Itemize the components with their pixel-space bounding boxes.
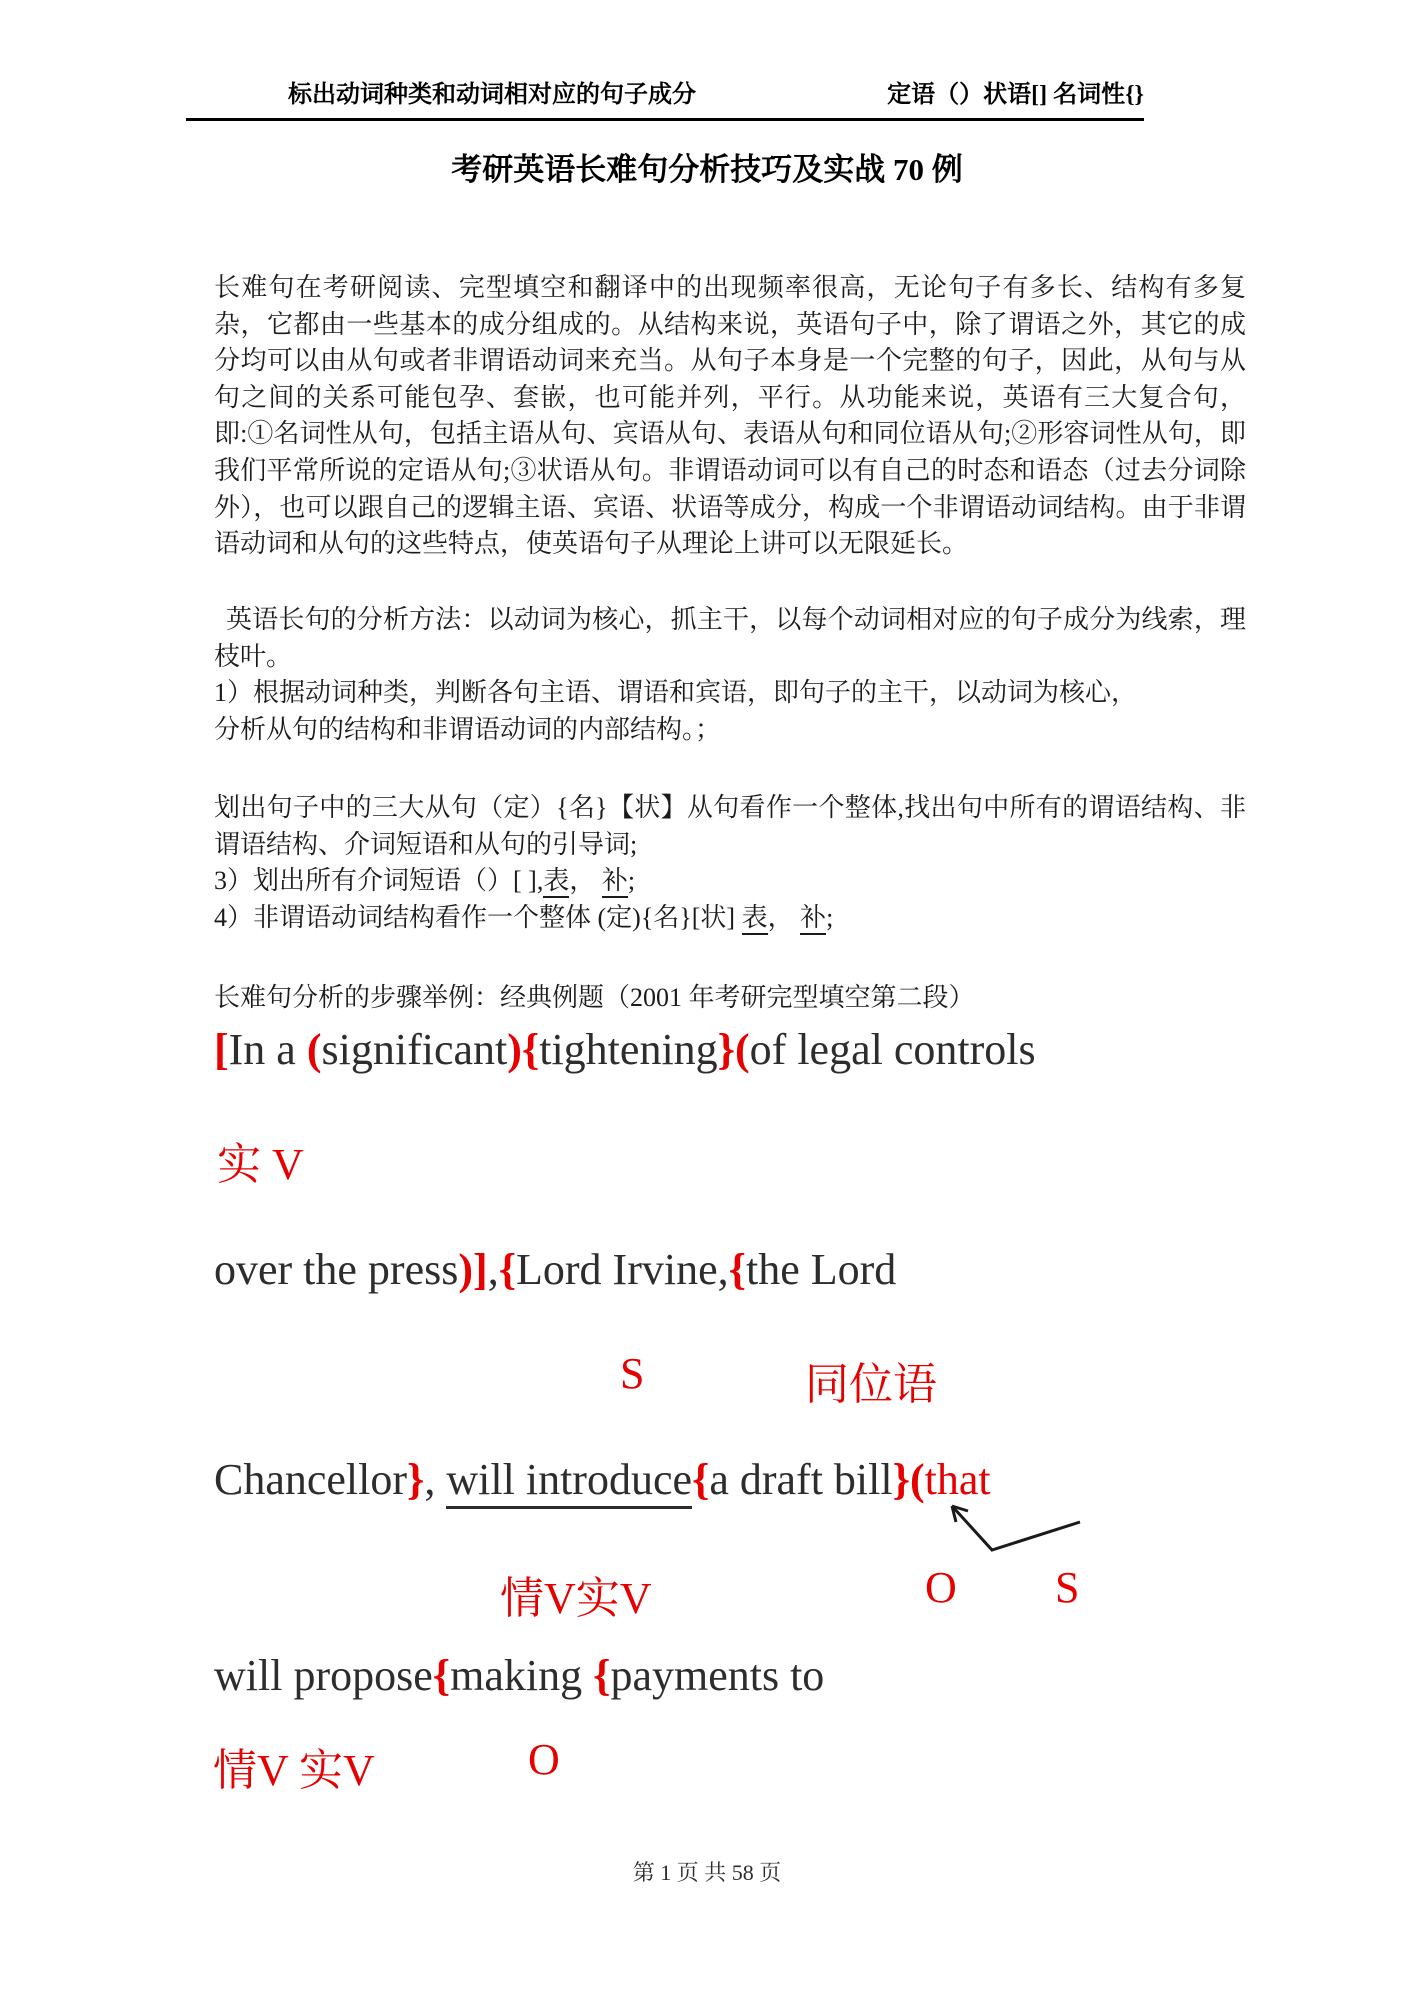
red-that: that [924, 1455, 991, 1504]
document-title: 考研英语长难句分析技巧及实战 70 例 [451, 152, 963, 187]
predicative-underlined: 表 [543, 866, 569, 898]
example-heading: 长难句分析的步骤举例：经典例题（2001 年考研完型填空第二段） [214, 983, 975, 1012]
page-header [186, 74, 1144, 121]
red-paren-brace: ){ [507, 1025, 540, 1074]
red-brace: { [593, 1651, 611, 1700]
sentence-text: tightening [539, 1025, 718, 1074]
sentence-text: In a [228, 1025, 307, 1074]
predicative-underlined-2: 表 [742, 903, 768, 935]
red-paren-bracket: )] [458, 1245, 488, 1294]
intro-paragraph: 长难句在考研阅读、完型填空和翻译中的出现频率很高，无论句子有多长、结构有多复杂，它都由一些基本的成分组成的。从结构来说，英语句子中，除了谓语之外，其它的成分均可以由从句或者非谓语动词来充当。从句子本身是一个完整的句子，因此，从句与从句之间的关系可能包孕、套嵌，也可能并列，平行。从功能来说，英语有三大复合句，即:①名词性从句，包括主语从句、宾语从句、表语从句和同位语从句;②形容词性从句，即我们平常所说的定语从句;③状语从句。非谓语动词可以有自己的时态和语态（过去分词除外），也可以跟自己的逻辑主语、宾语、状语等成分，构成一个非谓语动词结构。由于非谓语动词和从句的这些特点，使英语句子从理论上讲可以无限延长。 [214, 273, 1246, 559]
sentence-line-1 [214, 1022, 1036, 1077]
steps-line-2 [214, 863, 1246, 900]
sentence-text: significant [321, 1025, 508, 1074]
method-line-2: 1）根据动词种类，判断各句主语、谓语和宾语，即句子的主干，以动词为核心， [214, 678, 1138, 708]
sentence-text: the Lord [745, 1245, 897, 1294]
sentence-text: will propose [214, 1651, 433, 1700]
steps-line-3-end: ; [826, 902, 834, 932]
steps-line-3-separator: ， [767, 902, 801, 932]
annotation-object: O [925, 1563, 957, 1612]
underlined-verb-phrase: will introduce [446, 1455, 692, 1509]
sentence-text: over the press [214, 1245, 459, 1294]
red-brace: { [432, 1651, 451, 1700]
steps-section [214, 790, 1246, 936]
steps-line-2-separator: ， [569, 866, 602, 896]
red-brace: } [407, 1455, 425, 1504]
annotation-object-2: O [528, 1735, 560, 1784]
sentence-text: of legal controls [749, 1025, 1036, 1074]
sentence-line-2 [214, 1242, 896, 1297]
sentence-line-4 [214, 1648, 824, 1703]
complement-underlined: 补 [602, 866, 628, 898]
sentence-line-3 [214, 1452, 991, 1507]
method-section [214, 602, 1246, 748]
annotation-subject-2: S [1055, 1563, 1080, 1612]
annotation-modal-real-verb: 情V实V [500, 1574, 652, 1623]
steps-line-3 [214, 900, 1246, 937]
annotation-subject: S [620, 1349, 645, 1398]
steps-line-2-text: 3）划出所有介词短语（）[ ], [214, 866, 544, 896]
page-footer: 第 1 页 共 58 页 [632, 1860, 782, 1885]
annotation-apposition: 同位语 [805, 1360, 937, 1409]
red-paren: ( [909, 1455, 925, 1504]
red-brace: } [892, 1455, 910, 1504]
header-left-text: 标出动词种类和动词相对应的句子成分 [288, 82, 696, 108]
example-heading-block [214, 980, 1246, 1017]
complement-underlined-2: 补 [800, 903, 826, 935]
sentence-text: Lord Irvine, [516, 1245, 729, 1294]
annotation-real-verb: 实 V [217, 1140, 304, 1189]
red-brace: { [498, 1245, 517, 1294]
red-bracket: [ [214, 1025, 229, 1074]
red-paren: ( [306, 1025, 322, 1074]
method-line-3: 分析从句的结构和非谓语动词的内部结构。； [214, 714, 722, 744]
red-brace: { [692, 1455, 710, 1504]
steps-line-3-text: 4）非谓语动词结构看作一个整体 (定){名}[状] [214, 902, 742, 932]
steps-line-1: 划出句子中的三大从句（定）{名}【状】从句看作一个整体,找出句中所有的谓语结构、非谓语结构、介词短语和从句的引导词; [214, 793, 1246, 859]
intro-section [214, 270, 1246, 563]
sentence-text: making [450, 1651, 594, 1700]
sentence-text: , [424, 1455, 447, 1504]
sentence-arrow-annotation [930, 1496, 1095, 1566]
annotation-modal-real-verb-2: 情V 实V [213, 1746, 375, 1795]
red-brace-paren: }( [717, 1025, 750, 1074]
method-line-1: 英语长句的分析方法：以动词为核心，抓主干，以每个动词相对应的句子成分为线索，理枝叶。 [214, 605, 1246, 671]
header-right-legend: 定语（）状语[] 名词性{} [887, 82, 1144, 108]
sentence-text: Chancellor [214, 1455, 408, 1504]
red-brace: { [728, 1245, 746, 1294]
sentence-text: , [487, 1245, 499, 1294]
sentence-text: a draft bill [709, 1455, 893, 1504]
steps-line-2-end: ; [627, 866, 636, 896]
sentence-text: payments to [610, 1651, 825, 1700]
